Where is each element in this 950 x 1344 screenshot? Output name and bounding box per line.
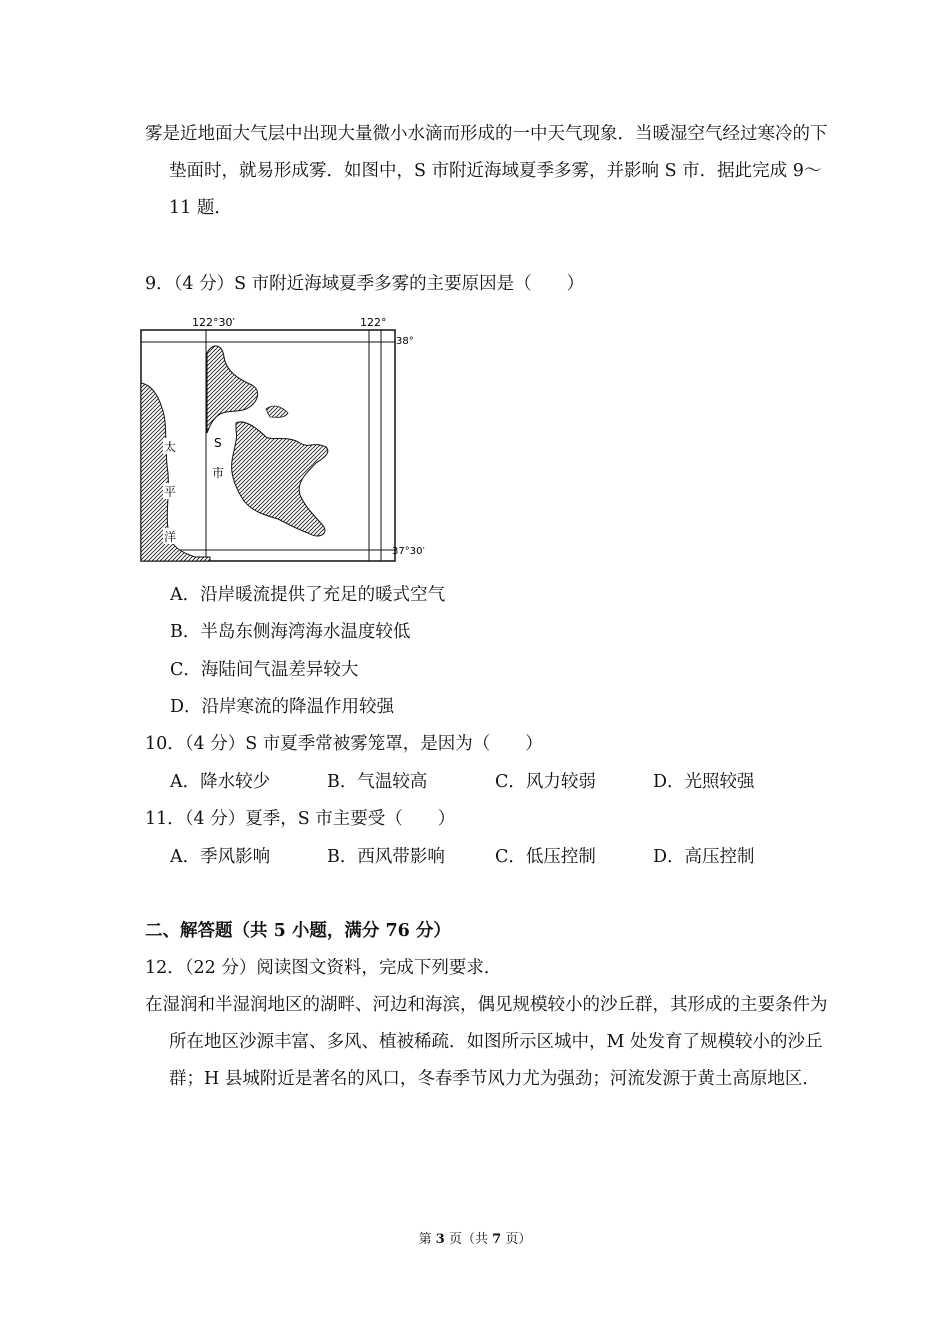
question-10-option-a: A．降水较少 bbox=[170, 772, 271, 792]
question-12-paragraph: 在湿润和半湿润地区的湖畔、河边和海滨，偶见规模较小的沙丘群，其形成的主要条件为所在地区沙源丰富、多风、植被稀疏．如图所示区城中，M 处发育了规模较小的沙丘群；H 县城附近是著名的风口，冬春季节风力尤为强劲；河流发源于黄土高原地区． bbox=[145, 995, 828, 1089]
question-9-option-c: C．海陆间气温差异较大 bbox=[170, 660, 359, 680]
fog-region-map bbox=[140, 313, 440, 565]
longitude-label-right: 122° bbox=[360, 316, 387, 329]
footer-suffix: 页） bbox=[505, 1232, 532, 1247]
northern-bay-shading bbox=[207, 346, 258, 433]
ocean-label-char-3: 洋 bbox=[164, 530, 177, 544]
question-11-option-d: D．高压控制 bbox=[653, 847, 755, 867]
longitude-label-left: 122°30′ bbox=[192, 316, 235, 329]
southern-bay-shading bbox=[232, 422, 328, 536]
question-11-option-c: C．低压控制 bbox=[495, 847, 596, 867]
section-2-heading: 二、解答题（共 5 小题，满分 76 分） bbox=[145, 921, 451, 941]
footer-page-number: 3 bbox=[435, 1232, 445, 1247]
question-11-stem: 11．（4 分）夏季，S 市主要受（ ） bbox=[145, 809, 456, 829]
page-footer bbox=[0, 1228, 950, 1247]
footer-middle: 页（共 bbox=[448, 1232, 488, 1247]
city-label-s: S bbox=[214, 436, 222, 450]
question-10-stem: 10．（4 分）S 市夏季常被雾笼罩，是因为（ ） bbox=[145, 734, 543, 754]
city-label-shi: 市 bbox=[212, 466, 225, 480]
question-9-option-d: D．沿岸寒流的降温作用较强 bbox=[170, 697, 395, 717]
question-10-option-b: B．气温较高 bbox=[327, 772, 428, 792]
footer-prefix: 第 bbox=[418, 1232, 432, 1247]
footer-total-pages: 7 bbox=[492, 1232, 502, 1247]
latitude-label-bottom: 37°30′ bbox=[392, 546, 425, 557]
question-10-option-c: C．风力较弱 bbox=[495, 772, 596, 792]
question-11-option-a: A．季风影响 bbox=[170, 847, 271, 867]
question-9-stem: 9．（4 分）S 市附近海域夏季多雾的主要原因是（ ） bbox=[145, 274, 585, 294]
question-9-option-b: B．半岛东侧海湾海水温度较低 bbox=[170, 622, 411, 642]
intro-paragraph: 雾是近地面大气层中出现大量微小水滴而形成的一中天气现象．当暖湿空气经过寒冷的下垫面时，就易形成雾．如图中，S 市附近海域夏季多雾，并影响 S 市．据此完成 9～11 题． bbox=[145, 124, 828, 218]
question-11-option-b: B．西风带影响 bbox=[327, 847, 445, 867]
question-9-option-a: A．沿岸暖流提供了充足的暖式空气 bbox=[170, 585, 446, 605]
ocean-label-char-1: 太 bbox=[164, 440, 177, 454]
ocean-label-char-2: 平 bbox=[164, 485, 177, 499]
latitude-label-top: 38° bbox=[396, 336, 414, 347]
question-10-option-d: D．光照较强 bbox=[653, 772, 755, 792]
question-12-stem: 12．（22 分）阅读图文资料，完成下列要求． bbox=[145, 958, 502, 978]
inlet-shading bbox=[266, 406, 288, 417]
